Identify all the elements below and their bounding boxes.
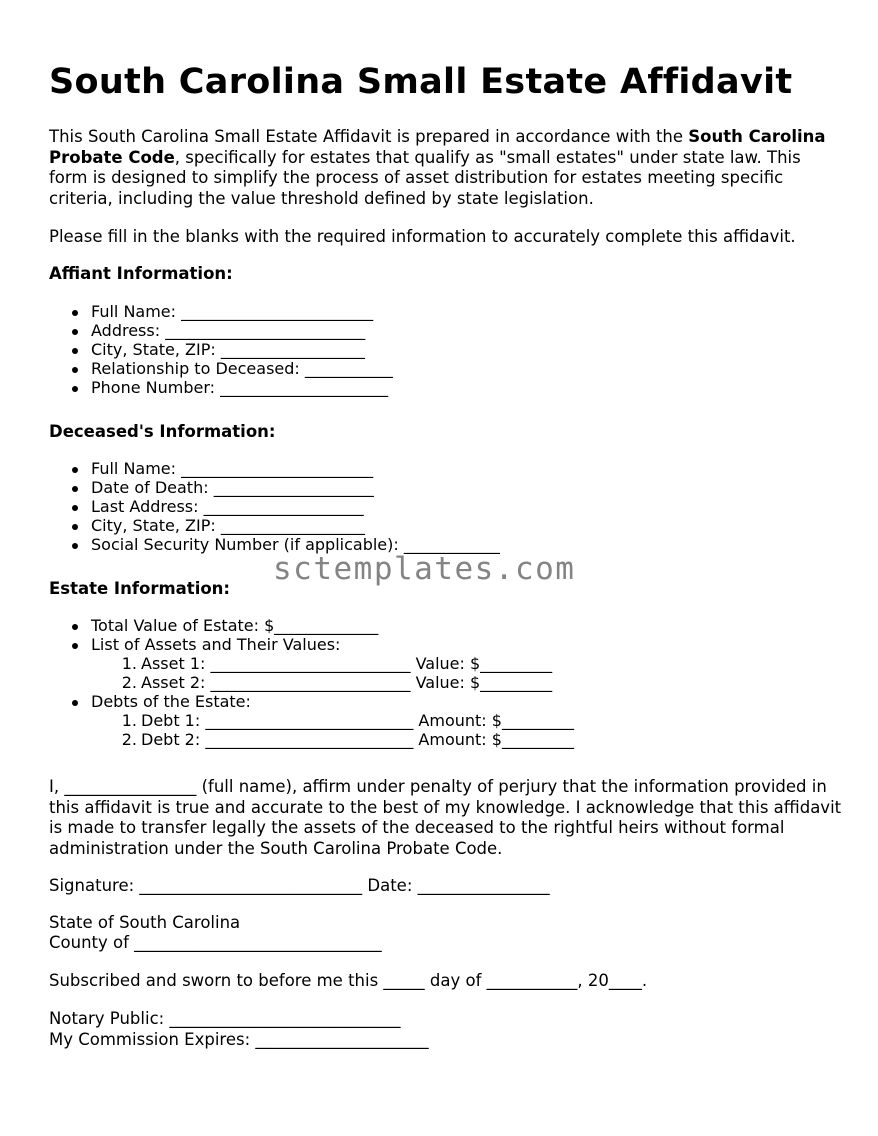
deceased-list [49,459,500,554]
debt-row [91,730,574,749]
intro-paragraph [49,127,839,209]
notary-line: Notary Public: ____________________________ [49,1009,401,1028]
debt-text: Debt 2: __________________________ Amount: $_________ [141,730,574,749]
list-item: Full Name: ________________________ [49,459,500,478]
asset-text: Asset 2: _________________________ Value: $_________ [141,673,553,692]
intro-bold-code: South Carolina Probate Code [49,127,826,167]
deceased-heading: Deceased's Information: [49,422,276,441]
affiant-heading: Affiant Information: [49,264,233,283]
asset-row [91,654,574,673]
commission-line: My Commission Expires: _____________________ [49,1030,429,1049]
affirmation-paragraph: I, ________________ (full name), affirm under penalty of perjury that the information provided in this affidavit is true and accurate to the best of my knowledge. I acknowledge that this affidavit is made to transfer legally the assets of the deceased to the rightful heirs without formal administration under the South Carolina Probate Code. [49,777,842,858]
intro-text-end: , specifically for estates that qualify as "small estates" under state law. This form is designed to simplify the process of asset distribution for estates meeting specific criteria, including the value threshold defined by state legislation. [49,147,801,208]
estate-total-item: Total Value of Estate: $_____________ [49,616,574,635]
signature-line: Signature: ___________________________ Date: ________________ [49,876,550,895]
assets-sublist [91,654,574,692]
assets-item [49,635,574,692]
list-item: Date of Death: ____________________ [49,478,500,497]
intro-text-start: This South Carolina Small Estate Affidavit is prepared in accordance with the [49,127,689,146]
debt-row [91,711,574,730]
debts-sublist [91,711,574,749]
estate-heading: Estate Information: [49,579,231,598]
debts-label: Debts of the Estate: [91,692,251,711]
list-item: Social Security Number (if applicable): ____________ [49,535,500,554]
asset-text: Asset 1: _________________________ Value: $_________ [141,654,553,673]
state-line: State of South Carolina [49,913,241,932]
list-item: Full Name: ________________________ [49,302,393,321]
list-item: City, State, ZIP: __________________ [49,340,393,359]
debt-number: 1. [121,711,137,730]
watermark-text: sctemplates.com [273,551,576,587]
assets-label: List of Assets and Their Values: [91,635,341,654]
document-title: South Carolina Small Estate Affidavit [49,62,793,102]
affiant-list [49,302,393,397]
list-item: City, State, ZIP: __________________ [49,516,500,535]
asset-number: 1. [121,654,137,673]
debts-item [49,692,574,749]
sworn-line: Subscribed and sworn to before me this _____ day of ___________, 20____. [49,971,648,990]
debt-number: 2. [121,730,137,749]
asset-number: 2. [121,673,137,692]
instruction-text: Please fill in the blanks with the required information to accurately complete this affidavit. [49,227,796,246]
estate-list [49,616,574,749]
list-item: Relationship to Deceased: ___________ [49,359,393,378]
list-item: Last Address: ____________________ [49,497,500,516]
asset-row [91,673,574,692]
list-item: Address: _________________________ [49,321,393,340]
debt-text: Debt 1: __________________________ Amount: $_________ [141,711,574,730]
list-item: Phone Number: _____________________ [49,378,393,397]
county-line: County of ______________________________ [49,933,382,952]
